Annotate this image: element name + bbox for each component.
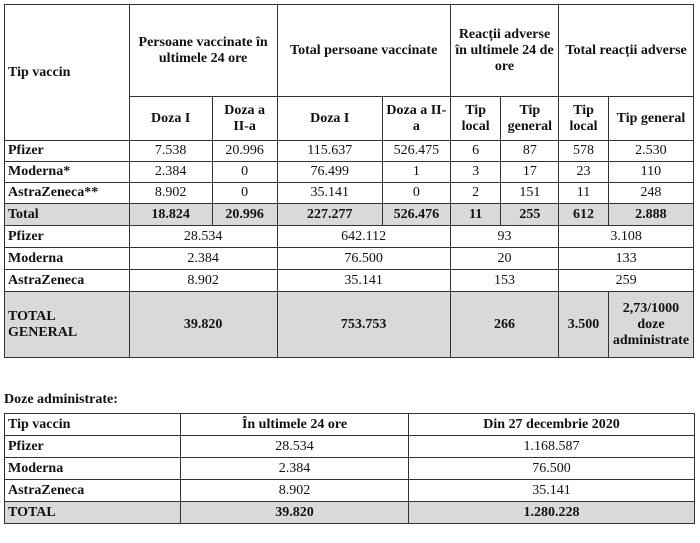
table-row [5, 248, 694, 270]
doses-table [4, 413, 695, 524]
table-cell: 753.753 [277, 292, 450, 358]
table-cell: 23 [559, 162, 609, 183]
header-row [5, 414, 695, 436]
table-cell: 2.384 [129, 248, 277, 270]
table-cell: 6 [450, 141, 501, 162]
table-cell: 20 [450, 248, 558, 270]
table-cell: 0 [212, 162, 277, 183]
row-label: AstraZeneca [5, 480, 181, 502]
table-cell: 3.108 [559, 226, 694, 248]
table-cell: 8.902 [129, 270, 277, 292]
subheader-doza-1: Doza I [277, 97, 382, 141]
table-cell: 110 [608, 162, 693, 183]
table-cell: 578 [559, 141, 609, 162]
table-cell: 8.902 [129, 183, 212, 204]
subheader-doza-1: Doza I [129, 97, 212, 141]
table-cell: 526.476 [382, 204, 450, 226]
table-cell: 133 [559, 248, 694, 270]
header-tip-vaccin: Tip vaccin [5, 414, 181, 436]
rate-cell: 2,73/1000 doze administrate [608, 292, 693, 358]
table-row [5, 436, 695, 458]
row-label: Pfizer [5, 436, 181, 458]
table-row [5, 226, 694, 248]
row-label: Pfizer [5, 141, 130, 162]
table-cell: 642.112 [277, 226, 450, 248]
table-row [5, 141, 694, 162]
table-cell: 1 [382, 162, 450, 183]
table-cell: 3 [450, 162, 501, 183]
table-cell: 39.820 [181, 502, 409, 524]
row-label: Moderna [5, 458, 181, 480]
doses-section-title: Doze administrate: [4, 392, 118, 407]
header-persoane-24h: Persoane vaccinate în ultimele 24 ore [129, 5, 277, 97]
header-row [5, 5, 694, 97]
header-total-reactii: Total reacții adverse [559, 5, 694, 97]
vaccination-table [4, 4, 694, 358]
header-tip-vaccin: Tip vaccin [5, 5, 130, 141]
table-cell: 1.280.228 [409, 502, 695, 524]
table-cell: 20.996 [212, 141, 277, 162]
table-cell: 0 [212, 183, 277, 204]
subheader-doza-2: Doza a II-a [382, 97, 450, 141]
table-cell: 153 [450, 270, 558, 292]
table-row [5, 162, 694, 183]
table-row [5, 183, 694, 204]
table-cell: 255 [501, 204, 559, 226]
row-label: TOTAL [5, 502, 181, 524]
table-cell: 76.500 [409, 458, 695, 480]
table-row [5, 480, 695, 502]
row-label: Pfizer [5, 226, 130, 248]
table-cell: 1.168.587 [409, 436, 695, 458]
table-cell: 2.384 [129, 162, 212, 183]
table-cell: 259 [559, 270, 694, 292]
row-label: AstraZeneca** [5, 183, 130, 204]
row-label: Moderna* [5, 162, 130, 183]
header-din-27-decembrie: Din 27 decembrie 2020 [409, 414, 695, 436]
row-label: Moderna [5, 248, 130, 270]
total-row [5, 204, 694, 226]
table-cell: 35.141 [409, 480, 695, 502]
table-cell: 2.888 [608, 204, 693, 226]
table-cell: 39.820 [129, 292, 277, 358]
header-ultimele-24h: În ultimele 24 ore [181, 414, 409, 436]
table-cell: 612 [559, 204, 609, 226]
header-reactii-24h: Reacții adverse în ultimele 24 de ore [450, 5, 558, 97]
table-cell: 11 [559, 183, 609, 204]
table-cell: 2.384 [181, 458, 409, 480]
table-cell: 2.530 [608, 141, 693, 162]
header-total-persoane: Total persoane vaccinate [277, 5, 450, 97]
table-cell: 76.500 [277, 248, 450, 270]
subheader-tip-local: Tip local [450, 97, 501, 141]
table-row [5, 270, 694, 292]
table-row [5, 458, 695, 480]
table-cell: 76.499 [277, 162, 382, 183]
table-cell: 18.824 [129, 204, 212, 226]
subheader-tip-local: Tip local [559, 97, 609, 141]
table-cell: 227.277 [277, 204, 382, 226]
table-cell: 28.534 [181, 436, 409, 458]
table-cell: 17 [501, 162, 559, 183]
row-label: TOTAL GENERAL [5, 292, 130, 358]
table-cell: 28.534 [129, 226, 277, 248]
table-cell: 151 [501, 183, 559, 204]
table-cell: 2 [450, 183, 501, 204]
subheader-tip-general: Tip general [501, 97, 559, 141]
table-cell: 20.996 [212, 204, 277, 226]
table-cell: 35.141 [277, 183, 382, 204]
table-cell: 7.538 [129, 141, 212, 162]
subheader-tip-general: Tip general [608, 97, 693, 141]
table-cell: 0 [382, 183, 450, 204]
table-cell: 115.637 [277, 141, 382, 162]
total-row [5, 502, 695, 524]
table-cell: 3.500 [559, 292, 609, 358]
table-cell: 35.141 [277, 270, 450, 292]
row-label: AstraZeneca [5, 270, 130, 292]
table-cell: 87 [501, 141, 559, 162]
table-cell: 8.902 [181, 480, 409, 502]
table-cell: 526.475 [382, 141, 450, 162]
row-label: Total [5, 204, 130, 226]
table-cell: 93 [450, 226, 558, 248]
table-cell: 248 [608, 183, 693, 204]
table-cell: 266 [450, 292, 558, 358]
table-cell: 11 [450, 204, 501, 226]
total-general-row [5, 292, 694, 358]
subheader-doza-2: Doza a II-a [212, 97, 277, 141]
